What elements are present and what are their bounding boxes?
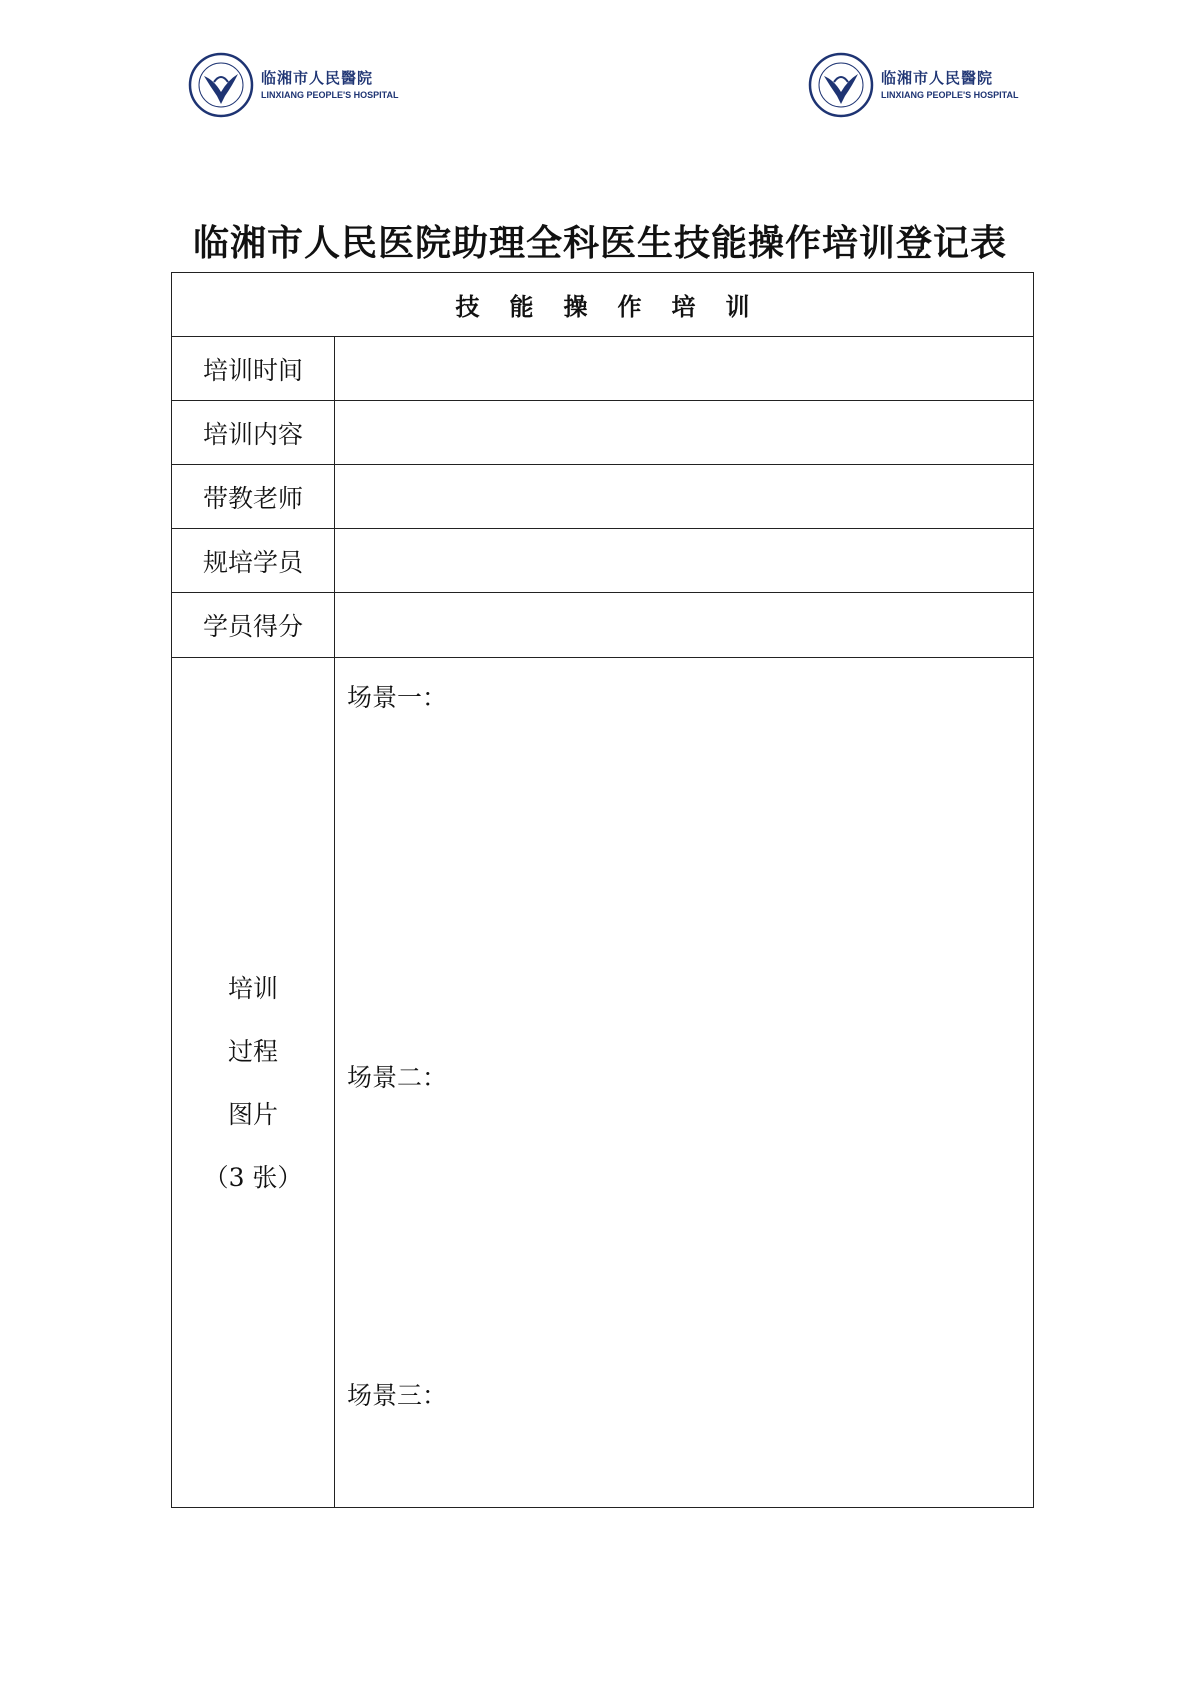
scene-two-label: 场景二： — [347, 1063, 448, 1092]
form-section-header — [172, 273, 1033, 337]
training-content-field[interactable] — [335, 401, 1033, 464]
registration-form — [171, 272, 1034, 1508]
logo-english-name: LINXIANG PEOPLE'S HOSPITAL — [881, 90, 1019, 100]
field-label: 培训时间 — [172, 337, 335, 400]
form-row-score — [172, 593, 1033, 658]
form-row-training-time — [172, 337, 1033, 401]
photos-label — [172, 658, 335, 1507]
photos-label-line: 过程 — [227, 1036, 278, 1066]
hospital-seal-icon — [808, 52, 874, 118]
photos-area[interactable] — [335, 658, 1033, 1507]
photos-label-line: 图片 — [227, 1099, 278, 1129]
page-title: 临湘市人民医院助理全科医生技能操作培训登记表 — [192, 223, 1007, 264]
scene-one-label: 场景一： — [347, 683, 448, 712]
form-row-trainee — [172, 529, 1033, 593]
trainee-field[interactable] — [335, 529, 1033, 592]
logo-chinese-name: 临湘市人民醫院 — [881, 69, 994, 87]
training-time-field[interactable] — [335, 337, 1033, 400]
hospital-seal-icon — [188, 52, 254, 118]
field-label: 培训内容 — [172, 401, 335, 464]
scene-three-label: 场景三： — [347, 1381, 448, 1410]
score-field[interactable] — [335, 593, 1033, 657]
form-row-teacher — [172, 465, 1033, 529]
teacher-field[interactable] — [335, 465, 1033, 528]
logo-chinese-name: 临湘市人民醫院 — [261, 69, 374, 87]
field-label: 带教老师 — [172, 465, 335, 528]
hospital-logo-right — [808, 52, 1019, 118]
form-row-training-content — [172, 401, 1033, 465]
form-row-photos — [172, 658, 1033, 1507]
hospital-logo-left — [188, 52, 399, 118]
photos-label-line: 培训 — [227, 973, 278, 1003]
logo-english-name: LINXIANG PEOPLE'S HOSPITAL — [261, 90, 399, 100]
section-title: 技能操作培训 — [455, 293, 780, 321]
photos-label-line: （3 张） — [203, 1162, 303, 1192]
field-label: 学员得分 — [172, 593, 335, 657]
field-label: 规培学员 — [172, 529, 335, 592]
